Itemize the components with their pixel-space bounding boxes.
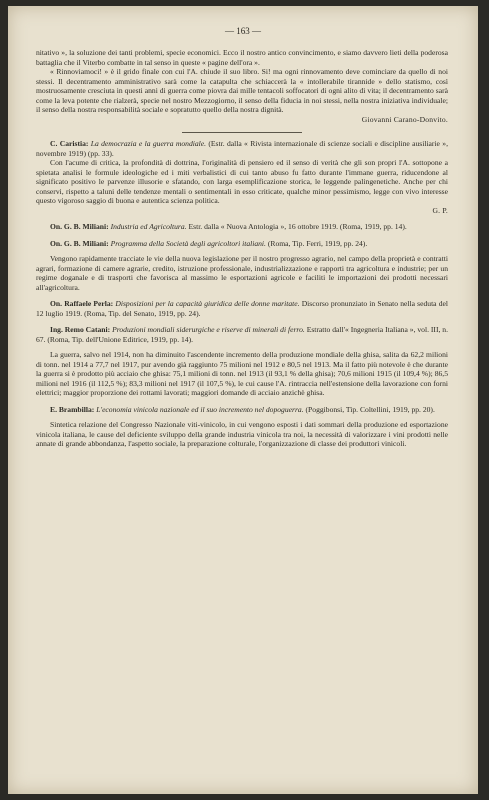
text-column	[36, 48, 448, 449]
entry-body: Con l'acume di critica, la profondità di dottrina, l'originalità di pensiero ed il senso di verità che gli son propri l'A. sottopone a spietata analisi le formule ideologiche ed i miti verbalistici di cui tanto abuso fu fatto durante l'immane guerra, riducendone al significato positivo le parvenze illusorie e sfatando, con larga esemplificazione storica, le leggende palingenetiche. Anche per chi conservi, rispetto a taluni delle tendenze mentali o sentimentali in esso criticate, qualche minor pessimismo, legge con vivo interesse questo vigoroso saggio di buona e autentica scienza politica.	[36, 158, 448, 205]
entry-citation: Estratto dall'« Ingegneria Italiana », vol. III, n. 67. (Roma, Tip. dell'Unione Editrice, 1919, pp. 14).	[36, 325, 448, 344]
entry-author: On. G. B. Miliani:	[50, 222, 109, 231]
entry-body: La guerra, salvo nel 1914, non ha diminuito l'ascendente incremento della produzione mondiale della ghisa, salita da 62,2 milioni di tonn. nel 1914 a 77,7 nel 1917, pur avendo già raggiunto 75 milioni nel 1912 e 80,5 nel 1913. Ma il fatto più notevole è che durante la guerra si è prodotto più acciaio che ghisa: 75,1 milioni di tonn. nel 1913 (il 93,1 % della ghisa); 70,6 milioni 1915 (il 109,4 %); 86,5 milioni nel 1916 (il 112,5 %); 83,3 milioni nel 1917 (il 107,5 %), le cui cause l'A. rintraccia nell'estensione della lavorazione con forni elettrici; maggior proporzione dei rottami lavorati; maggiori domande di acciaio anzichè ghisa.	[36, 350, 448, 397]
entry-title: Programma della Società degli agricoltori italiani.	[110, 238, 266, 248]
entry-author: Ing. Remo Catani:	[50, 325, 111, 334]
entry-author: On. G. B. Miliani:	[50, 238, 109, 248]
entry-body: Vengono rapidamente tracciate le vie della nuova legislazione per il nostro progresso agrario, nel campo della proprietà e contratti agrari, formazione di camere agrarie, credito, istruzione professionale, industrializzazione e rapporti tra agricoltura e industrie; per un regime doganale e di trasporti che favorisca al massimo le esportazioni agricole e faciliti le importazioni dei prodotti necessari all'agricoltura.	[36, 254, 448, 292]
entry-title: Produzioni mondiali siderurgiche e riserve di minerali di ferro.	[112, 325, 305, 334]
entry-citation: (Estr. dalla « Rivista internazionale di scienze sociali e discipline ausiliarie », novembre 1919) (pp. 33).	[36, 139, 448, 158]
review-entry	[36, 405, 448, 449]
review-entry	[36, 239, 448, 293]
intro-paragraph: nitativo », la soluzione dei tanti problemi, specie economici. Ecco il nostro antico convincimento, e siamo davvero lieti della poderosa battaglia che il Viterbo combatte in tal senso in queste « pagine dell'ora ».	[36, 48, 448, 67]
intro-signature: Giovanni Carano-Donvito.	[361, 114, 448, 124]
entry-author: On. Raffaele Perla:	[50, 299, 114, 308]
review-entry	[36, 222, 448, 232]
review-entry	[36, 325, 448, 398]
entry-signature: G. P.	[432, 205, 448, 215]
entry-citation: (Roma, Tip. Ferri, 1919, pp. 24).	[267, 238, 368, 248]
entry-title: L'economia vinicola nazionale ed il suo incremento nel dopoguerra.	[96, 404, 304, 414]
page-number: — 163 —	[225, 26, 261, 36]
review-entry	[36, 299, 448, 318]
entry-title: Disposizioni per la capacità giuridica delle donne maritate.	[115, 299, 300, 308]
review-entry	[36, 139, 448, 215]
intro-paragraph-2: « Rinnoviamoci! » è il grido finale con cui l'A. chiude il suo libro. Si! ma ogni rinnovamento deve cominciare da quello di noi stessi. Il decentramento amministrativo sarà come la catapulta che schiaccerà la « intollerabile tirannide » dello statismo, così mostruosamente cresciuta in questi anni di guerra come piovra dai mille tentacoli soffocatori di ogni alito di vita; il decentramento sarà come la leva potente che rialzerà, specie nel nostro Mezzogiorno, il senso della fiducia in noi stessi, nella nostra iniziativa individuale; il senso della nostra responsabilità sociale e sopratutto quello della nostra dignità.	[36, 67, 448, 114]
entry-citation: Discorso pronunziato in Senato nella seduta del 12 luglio 1919. (Roma, Tip. del Senato, 1919, pp. 24).	[36, 299, 448, 318]
entry-citation: Estr. dalla « Nuova Antologia », 16 ottobre 1919. (Roma, 1919, pp. 14).	[188, 222, 407, 231]
entry-author: E. Brambilla:	[50, 404, 95, 414]
document-page	[8, 6, 478, 794]
entry-title: La democrazia e la guerra mondiale.	[90, 139, 207, 148]
entry-citation: (Poggibonsi, Tip. Coltellini, 1919, pp. 20).	[305, 404, 435, 414]
entry-author: C. Caristia:	[50, 139, 89, 148]
section-divider	[182, 132, 302, 133]
entry-body: Sintetica relazione del Congresso Nazionale viti-vinicolo, in cui vengono esposti i dati sommari della produzione ed esportazione vinicola italiana, le cause del deficiente sviluppo della grande industria vinicola tra noi, la necessità di valorizzare i vini prodotti nelle annate di grande abbondanza, l'aspetto sociale, la preparazione colturale, l'organizzazione di classe dei produttori vinicoli.	[36, 420, 448, 448]
entry-title: Industria ed Agricoltura.	[110, 222, 187, 231]
